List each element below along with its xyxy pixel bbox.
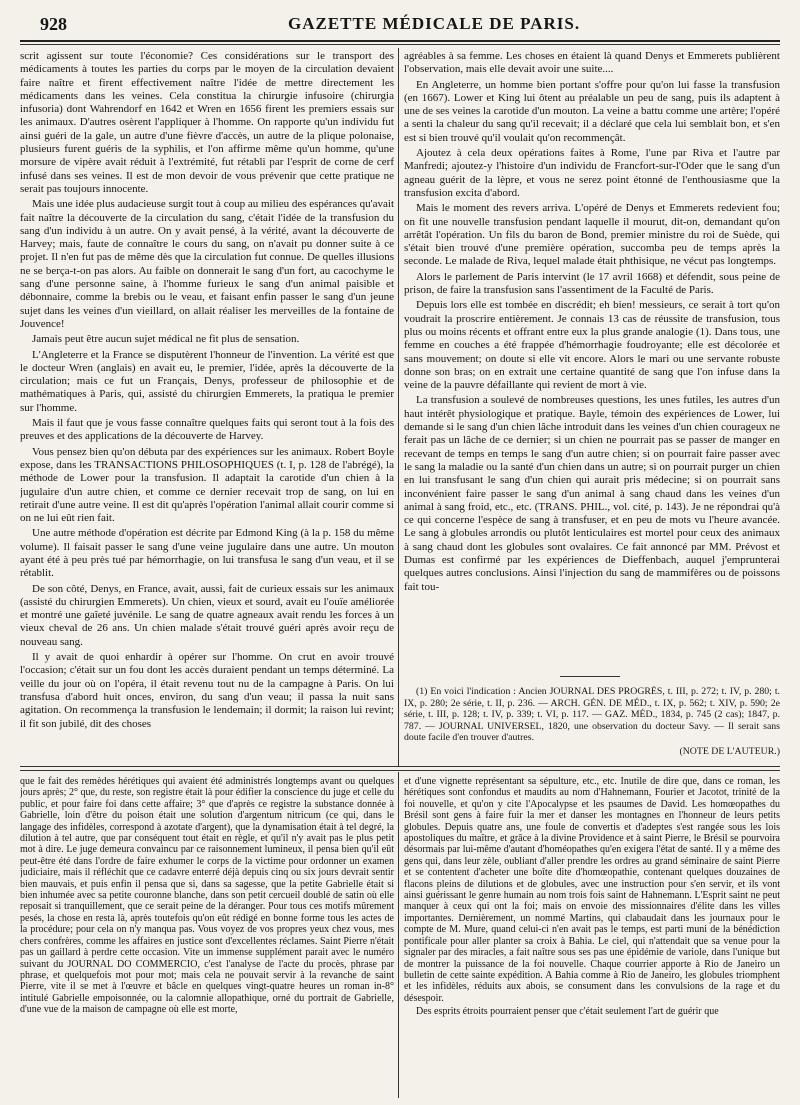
paragraph: La transfusion a soulevé de nombreuses questions, les unes futiles, les autres d'un haut intérêt physiologique et pratique. Bayle, témoin des expériences de Lower, lui demande si le sang d'un chien lâche introduit dans les veines d'un chien courageux ne ferait pas un lâche de ce dernier; si un chien ne pourrait pas se passer de manger en recevant de temps en temps le sang d'un autre chien; si on pourrait faire passer avec le sang la maladie ou la santé d'un chien dans un autre; si on pourrait purger un chien en lui transfusant le sang d'un chien qui aurait pris médecine; si on pourrait sans inconvénient faire passer le sang d'un animal à sang chaud dans les veines d'un animal à sang froid, etc., etc. (TRANS. PHIL., vol. cité, p. 143). Je ne répondrai qu'à ce qui concerne l'espèce de sang à transfuser, et en peu de mots vu l'heure avancée. Le sang à globules arrondis ou plutôt lenticulaires est mortel pour ceux des animaux à sang chaud dont les globules sont ovalaires. Ce fait annoncé par MM. Prévost et Dumas est confirmé par les expériences de Dieffenbach, auquel j'emprunterai quelques autres conclusions. Ainsi l'injection du sang de mammifères ou de poissons fait tou- (404, 394, 780, 593)
header-rule (20, 40, 780, 42)
page-number: 928 (40, 14, 67, 34)
paragraph: Ajoutez à cela deux opérations faites à Rome, l'une par Riva et l'autre par Manfredi; ajoutez-y l'histoire d'un individu de Francfort-sur-l'Oder que le sang d'un agneau guérit de la lèpre, et vous ne serez point étonné de l'enthousiasme que la transfusion excita d'abord. (404, 147, 780, 199)
paragraph: L'Angleterre et la France se disputèrent l'honneur de l'invention. La vérité est que le docteur Wren (anglais) en avait eu, le premier, l'idée, après la découverte de la circulation; mais ce fut un Français, Denys, professeur de philosophie et de mathématiques à Paris, qui, assisté du chirurgien Emmerets, la pratiqua le premier sur l'homme. (20, 348, 394, 414)
column-divider-top (398, 48, 399, 766)
footnote (404, 686, 780, 760)
paragraph: Jamais peut être aucun sujet médical ne fit plus de sensation. (32, 333, 300, 346)
footnote-text: (1) En voici l'indication : Ancien JOURNAL DES PROGRÈS, t. III, p. 272; t. IV, p. 280; t. IX, p. 280; 2e série, t. II, p. 236. — ARCH. GÉN. DE MÉD., t. IX, p. 562; t. XIV, p. 590; 2e série, t. III, p. 128; t. IV, p. 339; t. VI, p. 117. — GAZ. MÉD., 1834, p. 745 (2 cas); 1847, p. 787. — JOURNAL UNIVERSEL, 1820, une observation du docteur Savy. — Il serait sans doute facile d'en trouver d'autres. (404, 686, 780, 744)
paragraph: Mais le moment des revers arriva. L'opéré de Denys et Emmerets redevient fou; on fit une nouvelle transfusion pendant laquelle il mourut, dit-on, demandant qu'on arrêtât l'opération. Un fils du baron de Bond, premier ministre du roi de Suède, qui s'était bien trouvé d'une première opération, succomba peu de temps après la seconde. Le malade de Riva, lequel malade était phthisique, ne vécut pas longtemps. (404, 202, 780, 268)
paragraph: scrit agissent sur toute l'économie? Ces considérations sur le transport des médicaments à toutes les parties du corps par le moyen de la circulation devaient faire naître et firent effectivement naître l'idée de mettre directement les médicaments dans les veines. Cela constitua la chirurgie infusoire (chirurgia infusoria) dont Wahrendorf en 1642 et Wren en 1656 firent les premiers essais sur les animaux. D'autres osèrent l'appliquer à l'homme. On rapporte qu'un individu fut ainsi guéri de la gale, un autre d'une fièvre d'accès, un autre de la plique polonaise, plusieurs furent guéris de la syphilis, et l'on affirme même qu'un homme, qu'une morsure de vipère avait réduit à l'extrémité, fut rétabli par l'esprit de corne de cerf infusé dans ses veines. Il est de mon devoir de vous prévenir que cette pratique ne serait pas toujours innocente. (20, 50, 394, 195)
article-column-right (404, 50, 780, 655)
section-rule (20, 766, 780, 767)
article-column-left (20, 50, 394, 755)
paragraph: De son côté, Denys, en France, avait, aussi, fait de curieux essais sur les animaux (assisté du chirurgien Emmerets). Un chien, vieux et sourd, avait eu l'ouïe améliorée et montré une gaîeté juvénile. Le sang de quatre agneaux avait rendu les forces à un vieux cheval de 26 ans. Un chien malade s'était trouvé guéri après avoir reçu de nouveau sang. (20, 582, 394, 648)
column-divider-bottom (398, 772, 399, 1098)
feuilleton-column-right (404, 776, 780, 1096)
journal-title: GAZETTE MÉDICALE DE PARIS. (288, 14, 581, 33)
paragraph: Il y avait de quoi enhardir à opérer sur l'homme. On crut en avoir trouvé l'occasion; c'était sur un fou dont les accès duraient pendant un temps déterminé. La veille du jour où on l'opéra, il était revenu tout nu de la campagne à Paris. On lui transfusa d'abord huit onces, environ, du sang d'un veau; il passa la nuit sans agitation. On recommença la transfusion le lendemain; il dormit; la raison lui revint; il fit son jubilé, dit des choses (20, 651, 394, 730)
paragraph: agréables à sa femme. Les choses en étaient là quand Denys et Emmerets publièrent l'observation, mais elle devait avoir une suite.... (404, 50, 780, 76)
section-rule-thin (20, 770, 780, 771)
feuilleton-column-left (20, 776, 394, 1096)
footnote-separator (560, 676, 620, 677)
footnote-credit: (NOTE DE L'AUTEUR.) (679, 745, 780, 757)
paragraph: En Angleterre, un homme bien portant s'offre pour qu'on lui fasse la transfusion (en 1667). Lower et King lui ôtent au préalable un peu de sang, puis ils adaptent à une de ses veines la carotide d'un mouton. La veine a battu comme une artère; l'opéré a senti la chaleur du sang qu'il recevait; il a déclaré que cela lui semblait bon, et s'en est si bien trouvé qu'il voulait qu'on recommençât. (404, 78, 780, 144)
paragraph: Mais il faut que je vous fasse connaître quelques faits qui seront tout à la fois des preuves et des applications de la découverte de Harvey. (20, 417, 394, 443)
paragraph: et d'une vignette représentant sa sépulture, etc., etc. Inutile de dire que, dans ce roman, les hérétiques sont confondus et maudits au nom d'Hahnemann, Fourier et Jacotot, trinité de la foi nouvelle, et qu'on y cite l'Apocalypse et les psaumes de David. Les homœopathes du Brésil sont gens à faire fuir la mer et danser les montagnes en l'honneur de leurs petits globules. Depuis quatre ans, une foule de convertis et d'adeptes s'est rangée sous les lois apostoliques du maître, et grâce à la divine Providence et à saint Pierre, le Brésil se pourvoira désormais par lui-même d'autant d'homéopathes qu'en exigera l'état de santé. Il y a même des gens qui, dans leur zèle, oubliant d'aller prendre les ordres au grand séminaire de saint Pierre et se contentent d'acheter une boîte dite d'homœopathie, contenant quelques douzaines de flacons pleins de dilutions et de globules, avec une instruction pour s'en servir, et ils vont ainsi guérissant le genre humain au nom trois fois saint de Hahnemann. L'Esprit saint ne peut manquer à ceux qui ont la foi; mais on envoie des missionnaires d'élite dans les villes importantes. Dernièrement, un nommé Martins, qui clabaudait dans les journaux pour le compte de M. Mure, quand celui-ci n'en avait pas le temps, est parti muni de la bénédiction pontificale pour aller planter sa croix à Bahia. Le ciel, qui n'attendait que sa venue pour la signaler par des miracles, a fait naître sous ses pas une épidémie de variole, dans l'unique but de montrer la puissance de la foi nouvelle. Chaque courrier apporte à Rio de Janeiro un bulletin de cette sainte expédition. A Bahia comme à Rio de Janeiro, les globules triomphent et les infidèles, réduits aux abois, se consument dans les convulsions de la rage et du désespoir. (404, 776, 780, 1004)
paragraph: Mais une idée plus audacieuse surgit tout à coup au milieu des espérances qu'avait fait naître la découverte de la circulation du sang, c'était l'idée de la transfusion du sang d'un individu à un autre. On y avait pensé, à la vérité, avant la découverte de Harvey; mais, faute de connaître le cours du sang, on n'avait pu donner suite à ce projet. Il n'en fut pas de même dès que la circulation fut connue. De quelles illusions ne se berça-t-on pas alors. Au faible on donnerait le sang d'un fort, au cacochyme le sang d'une personne saine, à l'homme furieux le sang d'un animal paisible et débonnaire, comme la brebis ou le veau, et faisant enfin passer le sang d'un jeune sujet dans les veines d'un vieillard, on allait réaliser les merveilles de la fontaine de Jouvence! (20, 198, 394, 330)
paragraph: Depuis lors elle est tombée en discrédit; eh bien! messieurs, ce serait à tort qu'on voudrait la proscrire entièrement. Je connais 13 cas de réussite de transfusion, tous plus ou moins récents et offrant entre eux la plus grande analogie (1). Dans tous, une femme en couches a été frappée d'hémorrhagie foudroyante; elle est décolorée et sans mouvement; on doute si elle vit encore. Alors le mari ou une servante robuste donne son bras; on en extrait une certaine quantité de sang que l'on infuse dans la veine de la pauvre défaillante qui revient de mort à vie. (404, 299, 780, 392)
header-rule-thin (20, 44, 780, 45)
paragraph: Une autre méthode d'opération est décrite par Edmond King (à la p. 158 du même volume). Il faisait passer le sang d'une veine jugulaire dans une autre. Un mouton ayant été à peu près tué par hémorrhagie, on lui transfusa le sang d'un veau, et il se rétablit. (20, 527, 394, 580)
paragraph: Alors le parlement de Paris intervint (le 17 avril 1668) et défendit, sous peine de prison, de faire la transfusion sans l'assentiment de la Faculté de Paris. (404, 270, 780, 297)
paragraph: Vous pensez bien qu'on débuta par des expériences sur les animaux. Robert Boyle expose, dans les TRANSACTIONS PHILOSOPHIQUES (t. I, p. 128 de l'abrégé), la méthode de Lower pour la transfusion. Il adaptait la carotide d'un chien à la jugulaire d'un autre chien, et comme ce dernier recevait trop de sang, on lui en retirait d'une autre veine. Il est dit qu'après l'opération l'animal allait courir comme si on ne lui eût rien fait. (20, 445, 394, 525)
paragraph: Des esprits étroits pourraient penser que c'était seulement l'art de guérir que (416, 1006, 719, 1018)
paragraph: que le fait des remèdes hérétiques qui avaient été administrés longtemps avant ou quelques jours après; 2° que, du reste, son registre était là pour édifier la conscience du juge et celle du public, et pour faire foi dans cette affaire; 3° que d'après ce registre la substance donnée à Gabrielle, loin d'être du poison était une solution d'argentum nitricum (ce qui, dans le langage des infidèles, correspond à azotate d'argent), que la dynamisation était à tel degré, la dilution à tel autre, que par conséquent tout était en règle, et qu'il n'y avait pas le plus petit mot à dire. Le juge demeura convaincu par ce raisonnement lumineux, il pensa bien qu'il eût peut-être été dans l'ordre de faire exhumer le corps de la victime pour ordonner un examen judiciaire, mais il réfléchit que ce cadavre enterré déjà depuis cinq ou six jours devrait sentir bien mauvais, et puis enfin il pensa que si, dans sa sagesse, que la petite Gabrielle était si bien inhumée avec sa petite couronne blanche, dans son petit cercueil doublé de satin où elle reposait si tranquillement, que ce serait peine de la déranger. Pour tous ces motifs mûrement pesés, la chose en resta là, après toutefois qu'on eût rédigé en bonne forme tous les actes de la procédure; pour cela on n'y manqua pas. Vous voyez de vos propres yeux chez vous, mes chers confrères, comme les affaires en justice sont d'excellentes réclames. Saint Pierre n'était pas un gaillard à perdre cette occasion. Vite un immense supplément parait avec le numéro suivant du JOURNAL DO COMMERCIO, c'est l'analyse de l'acte du procès, phrase par phrase, et quelquefois mot pour mot; mais cela ne pouvait servir à la revanche de saint Pierre, vite il se met à l'œuvre et bâcle en quelques vingt-quatre heures un roman in-8° intitulé Gabrielle empoisonnée, ou la calomnie allopathique, orné du portrait de Gabrielle, d'une vue de la maison de campagne où elle est morte, (20, 776, 394, 1016)
